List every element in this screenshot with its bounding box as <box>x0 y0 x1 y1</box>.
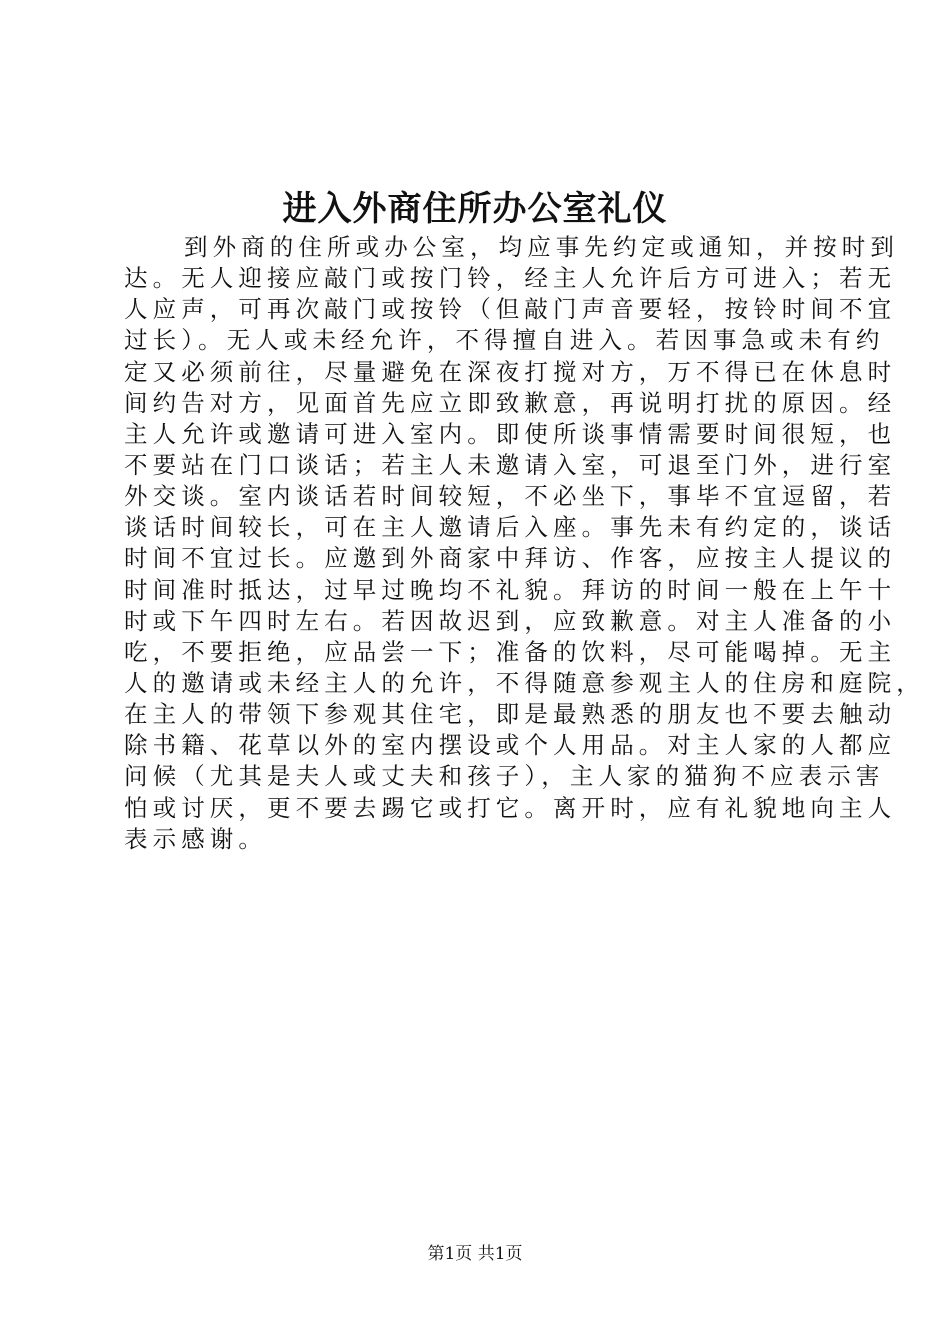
document-title: 进入外商住所办公室礼仪 <box>282 189 668 229</box>
body-line: 表示感谢。 <box>124 824 267 853</box>
body-line: 时间准时抵达，过早过晚均不礼貌。拜访的时间一般在上午十 <box>124 575 897 604</box>
body-line: 吃，不要拒绝，应品尝一下；准备的饮料，尽可能喝掉。无主 <box>124 637 897 666</box>
body-line: 到外商的住所或办公室，均应事先约定或通知，并按时到 <box>184 233 899 261</box>
body-line: 达。无人迎接应敲门或按门铃，经主人允许后方可进入；若无 <box>124 264 897 293</box>
body-line: 怕或讨厌，更不要去踢它或打它。离开时，应有礼貌地向主人 <box>124 793 897 822</box>
body-line: 定又必须前往，尽量避免在深夜打搅对方，万不得已在休息时 <box>124 357 897 386</box>
body-line: 间约告对方，见面首先应立即致歉意，再说明打扰的原因。经 <box>124 388 897 417</box>
body-line: 人的邀请或未经主人的允许，不得随意参观主人的住房和庭院， <box>124 668 925 697</box>
body-line: 过长）。无人或未经允许，不得擅自进入。若因事急或未有约 <box>124 326 885 355</box>
body-line: 时间不宜过长。应邀到外商家中拜访、作客，应按主人提议的 <box>124 544 897 573</box>
document-body <box>124 232 925 855</box>
body-line: 外交谈。室内谈话若时间较短，不必坐下，事毕不宜逗留，若 <box>124 482 897 511</box>
body-line: 主人允许或邀请可进入室内。即使所谈事情需要时间很短，也 <box>124 419 897 448</box>
page-footer: 第1页 共1页 <box>427 1244 523 1264</box>
body-line: 谈话时间较长，可在主人邀请后入座。事先未有约定的，谈话 <box>124 513 897 542</box>
body-line: 不要站在门口谈话；若主人未邀请入室，可退至门外，进行室 <box>124 450 897 479</box>
body-line: 人应声，可再次敲门或按铃（但敲门声音要轻，按铃时间不宜 <box>124 295 897 324</box>
body-line: 时或下午四时左右。若因故迟到，应致歉意。对主人准备的小 <box>124 606 897 635</box>
body-line: 问候（尤其是夫人或丈夫和孩子），主人家的猫狗不应表示害 <box>124 762 885 791</box>
body-line: 在主人的带领下参观其住宅，即是最熟悉的朋友也不要去触动 <box>124 700 897 729</box>
body-line: 除书籍、花草以外的室内摆设或个人用品。对主人家的人都应 <box>124 731 897 760</box>
